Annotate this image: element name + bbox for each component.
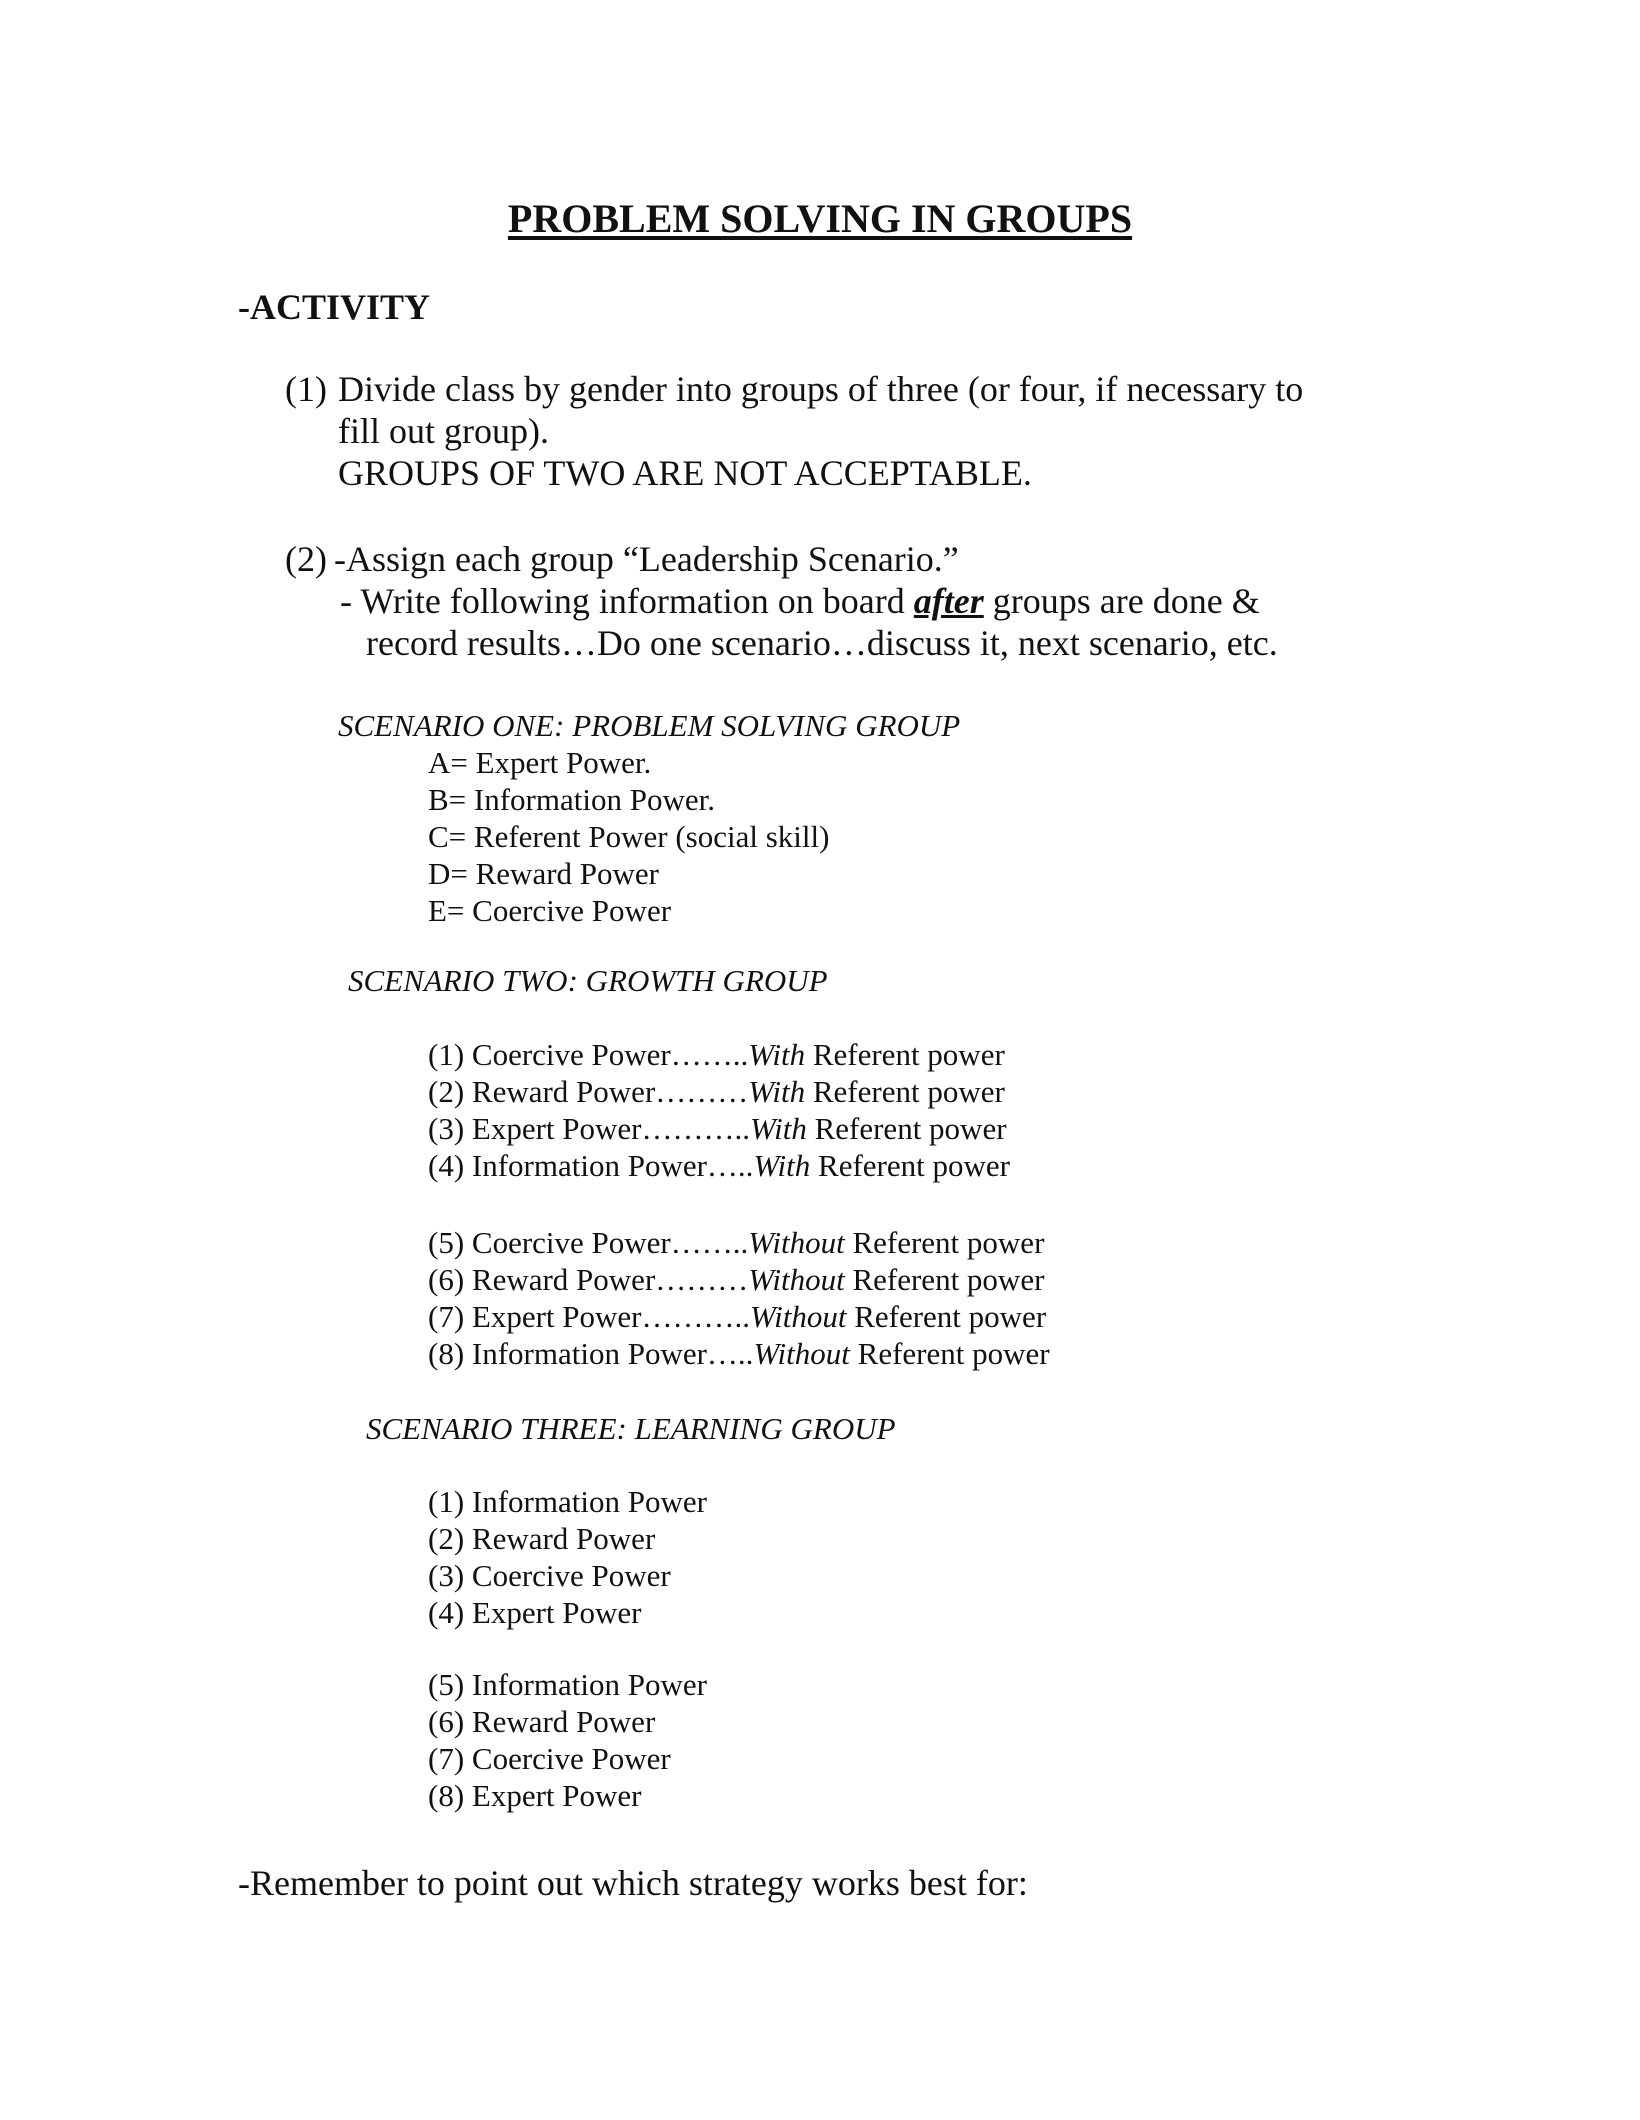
scenario-two-item-tail: Referent power	[805, 1037, 1005, 1072]
scenario-two-item	[428, 1261, 1044, 1298]
scenario-one-item: C= Referent Power (social skill)	[428, 819, 830, 854]
scenario-two-item	[428, 1335, 1050, 1372]
scenario-two-item	[428, 1224, 1044, 1261]
scenario-two-item-label: (1) Coercive Power……..	[428, 1037, 749, 1072]
scenario-two-item-mod: Without	[748, 1262, 845, 1297]
scenario-two-item-mod: With	[750, 1111, 807, 1146]
scenario-three-item: (8) Expert Power	[428, 1778, 642, 1813]
scenario-two-item-mod: With	[748, 1074, 806, 1109]
scenario-three-item: (7) Coercive Power	[428, 1741, 671, 1776]
scenario-two-item	[428, 1147, 1010, 1184]
scenario-two-item	[428, 1298, 1046, 1335]
scenario-two-item-tail: Referent power	[805, 1074, 1005, 1109]
scenario-three-item: (4) Expert Power	[428, 1595, 642, 1630]
activity-heading: -ACTIVITY	[238, 287, 431, 327]
scenario-two-item-mod: Without	[753, 1336, 850, 1371]
step1-number: (1)	[285, 369, 327, 409]
step2-line2-before: - Write following information on board	[340, 581, 914, 621]
scenario-two-item	[428, 1073, 1005, 1110]
scenario-one-item: E= Coercive Power	[428, 893, 672, 928]
scenario-two-item-tail: Referent power	[810, 1148, 1010, 1183]
scenario-three-item: (2) Reward Power	[428, 1521, 656, 1556]
step2-line1: -Assign each group “Leadership Scenario.”	[334, 539, 959, 579]
step2-line2-after: groups are done &	[983, 581, 1260, 621]
scenario-two-item-tail: Referent power	[846, 1299, 1047, 1334]
scenario-three-item: (6) Reward Power	[428, 1704, 656, 1739]
scenario-two-item-tail: Referent power	[849, 1336, 1050, 1371]
scenario-two-item-label: (2) Reward Power………	[428, 1074, 749, 1109]
scenario-one-item: A= Expert Power.	[428, 745, 652, 780]
remember-note: -Remember to point out which strategy works best for:	[238, 1863, 1028, 1903]
step2-number: (2)	[285, 539, 327, 579]
scenario-two-item-label: (5) Coercive Power……..	[428, 1225, 749, 1260]
scenario-one-heading: SCENARIO ONE: PROBLEM SOLVING GROUP	[338, 708, 961, 743]
scenario-two-item-label: (8) Information Power…..	[428, 1336, 754, 1371]
step1-line1: Divide class by gender into groups of three (or four, if necessary to	[338, 369, 1304, 409]
scenario-two-item-mod: With	[748, 1037, 806, 1072]
scenario-two-item-label: (6) Reward Power………	[428, 1262, 749, 1297]
step2-line3: record results…Do one scenario…discuss it, next scenario, etc.	[366, 623, 1278, 663]
scenario-two-item-label: (4) Information Power…..	[428, 1148, 754, 1183]
scenario-two-item-label: (7) Expert Power………..	[428, 1299, 750, 1334]
scenario-two-item-tail: Referent power	[844, 1225, 1045, 1260]
scenario-three-item: (3) Coercive Power	[428, 1558, 671, 1593]
step2-line2	[340, 580, 1260, 622]
scenario-two-item	[428, 1110, 1007, 1147]
scenario-two-item-mod: Without	[748, 1225, 845, 1260]
step1-line3: GROUPS OF TWO ARE NOT ACCEPTABLE.	[338, 453, 1032, 493]
step1-line2: fill out group).	[338, 411, 549, 451]
scenario-three-item: (1) Information Power	[428, 1484, 707, 1519]
scenario-two-item	[428, 1036, 1005, 1073]
scenario-two-heading: SCENARIO TWO: GROWTH GROUP	[348, 963, 828, 998]
scenario-two-item-mod: Without	[750, 1299, 847, 1334]
scenario-two-item-mod: With	[753, 1148, 811, 1183]
scenario-one-item: B= Information Power.	[428, 782, 715, 817]
scenario-three-item: (5) Information Power	[428, 1667, 707, 1702]
scenario-one-item: D= Reward Power	[428, 856, 659, 891]
scenario-three-heading: SCENARIO THREE: LEARNING GROUP	[366, 1411, 896, 1446]
scenario-two-item-label: (3) Expert Power………..	[428, 1111, 750, 1146]
scenario-two-item-tail: Referent power	[844, 1262, 1045, 1297]
step2-emphasis-after: after	[913, 581, 984, 621]
page-title: PROBLEM SOLVING IN GROUPS	[507, 196, 1133, 241]
scenario-two-item-tail: Referent power	[806, 1111, 1007, 1146]
